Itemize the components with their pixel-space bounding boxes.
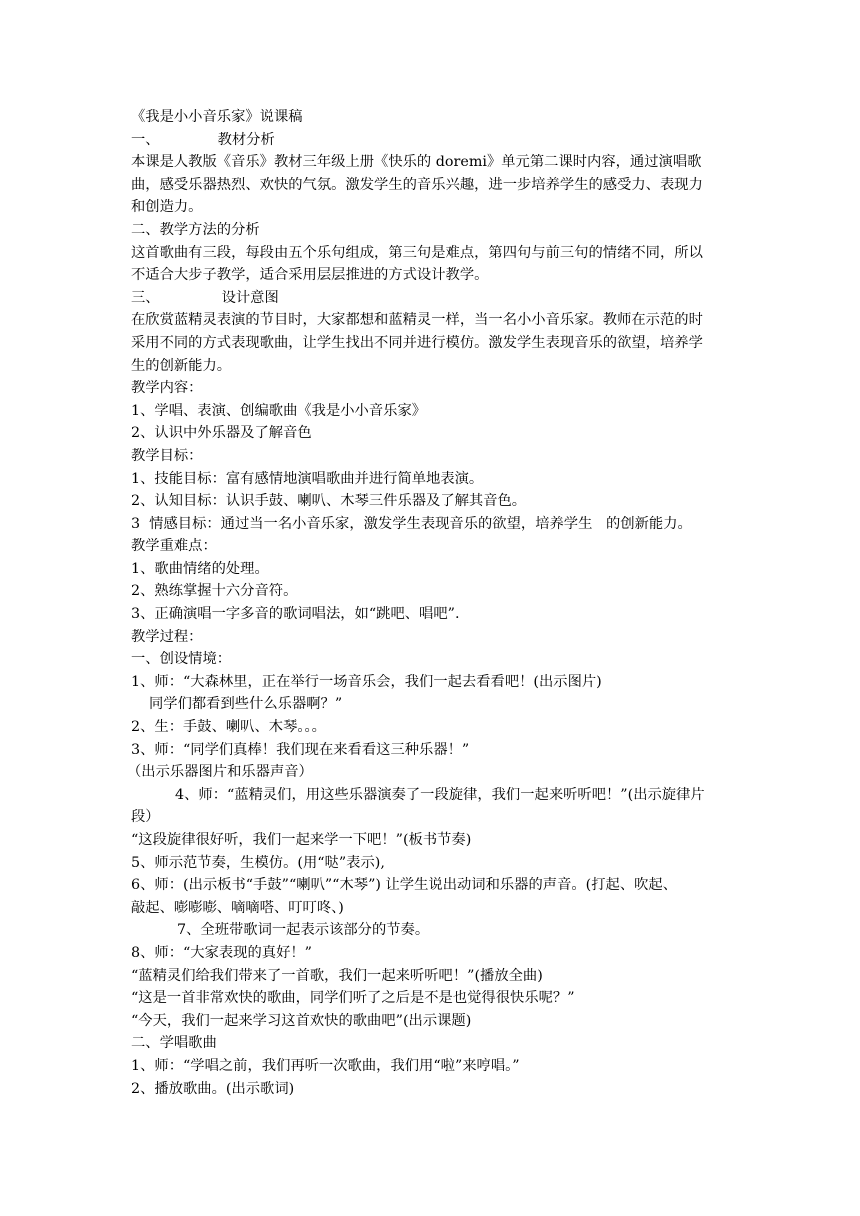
subheading: 教学过程： [131,628,203,645]
list-item: 1、师：“大森林里，正在举行一场音乐会，我们一起去看看吧！(出示图片) [131,673,602,690]
section-heading-text: 教材分析 [217,131,275,148]
list-item: 1、歌曲情绪的处理。 [131,560,269,577]
list-item-continuation: 段） [131,809,160,826]
section-number: 一、 [131,131,160,148]
quote-line: “今天，我们一起来学习这首欢快的歌曲吧”(出示课题) [131,1012,472,1029]
list-item: 1、师：“学唱之前，我们再听一次歌曲，我们用“啦”来哼唱。” [131,1057,520,1074]
paragraph-line: 曲，感受乐器热烈、欢快的气氛。激发学生的音乐兴趣，进一步培养学生的感受力、表现力 [131,176,703,193]
section-heading-text: 设计意图 [221,289,279,306]
list-item: 5、师示范节奏，生模仿。(用“哒”表示), [131,854,385,871]
quote-line: “这是一首非常欢快的歌曲，同学们听了之后是不是也觉得很快乐呢？” [131,990,575,1007]
list-item: 2、生：手鼓、喇叭、木琴。。。 [131,719,326,736]
list-item: 3 情感目标：通过当一名小音乐家，激发学生表现音乐的欲望，培养学生 的创新能力。 [131,515,692,532]
list-item: 2、播放歌曲。(出示歌词) [131,1080,295,1097]
list-item: 2、认知目标：认识手鼓、喇叭、木琴三件乐器及了解其音色。 [131,493,527,510]
subheading: 教学内容： [131,380,203,397]
paragraph-line: 生的创新能力。 [131,357,232,374]
list-item: 3、师：“同学们真棒！我们现在来看看这三种乐器！” [131,741,470,758]
list-item: 7、全班带歌词一起表示该部分的节奏。 [177,922,430,939]
paragraph-line: 不适合大步子教学，适合采用层层推进的方式设计教学。 [131,267,489,284]
quote-line: “蓝精灵们给我们带来了一首歌，我们一起来听听吧！”(播放全曲) [131,967,543,984]
quote-line: “这段旋律很好听，我们一起来学一下吧！”(板书节奏) [131,832,472,848]
paragraph-line: 本课是人教版《音乐》教材三年级上册《快乐的 doremi》单元第二课时内容，通过演唱歌 [131,154,702,171]
list-item: 6、师：(出示板书“手鼓”“喇叭”“木琴”) 让学生说出动词和乐器的声音。(打起、吹起、 [131,877,678,894]
paragraph-line: 在欣赏蓝精灵表演的节目时，大家都想和蓝精灵一样，当一名小小音乐家。教师在示范的时 [131,312,703,329]
list-item-note: （出示乐器图片和乐器声音） [127,764,313,781]
list-item: 4、师：“蓝精灵们，用这些乐器演奏了一段旋律，我们一起来听听吧！”(出示旋律片 [175,786,705,803]
list-item: 2、认识中外乐器及了解音色 [131,425,312,442]
section-heading: 二、教学方法的分析 [131,221,260,238]
list-item: 3、正确演唱一字多音的歌词唱法，如“跳吧、唱吧”. [131,606,460,623]
section-heading [131,287,743,310]
subheading: 教学目标： [131,447,203,464]
section-heading [131,129,743,152]
list-item-continuation: 同学们都看到些什么乐器啊？” [149,696,343,713]
list-item: 1、学唱、表演、创编歌曲《我是小小音乐家》 [131,402,427,419]
list-item: 2、熟练掌握十六分音符。 [131,583,298,600]
list-item: 1、技能目标：富有感情地演唱歌曲并进行简单地表演。 [131,470,484,487]
paragraph-line: 这首歌曲有三段，每段由五个乐句组成，第三句是难点，第四句与前三句的情绪不同，所以 [131,244,703,261]
document-title: 《我是小小音乐家》说课稿 [131,109,303,125]
list-item: 8、师：“大家表现的真好！” [131,944,312,961]
paragraph-line: 和创造力。 [131,199,203,216]
list-item-continuation: 敲起、嘭嘭嘭、嘀嘀嗒、叮叮咚、) [131,899,344,916]
section-number: 三、 [131,289,160,306]
paragraph-line: 采用不同的方式表现歌曲，让学生找出不同并进行模仿。激发学生表现音乐的欲望，培养学 [131,334,703,351]
section-heading: 二、学唱歌曲 [131,1035,217,1052]
subheading: 教学重难点： [131,538,217,555]
document-page [127,106,743,1100]
section-heading: 一、创设情境： [131,651,232,668]
